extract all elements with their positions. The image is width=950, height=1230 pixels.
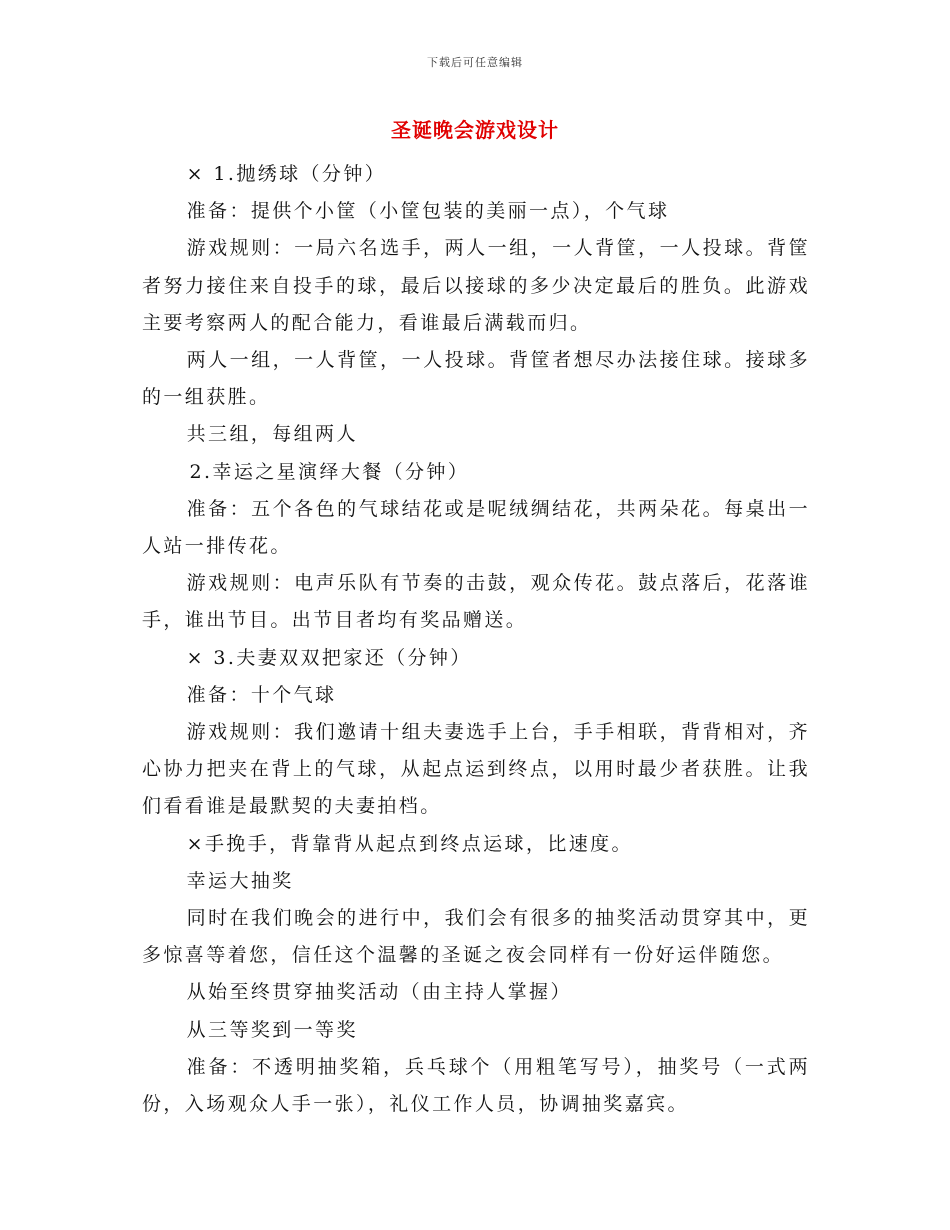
paragraph-lottery-prizes: 从三等奖到一等奖 (186, 1018, 358, 1041)
document-title: 圣诞晚会游戏设计 (391, 118, 559, 142)
paragraph-lottery-intro: 同时在我们晚会的进行中，我们会有很多的抽奖活动贯穿其中，更多惊喜等着您，信任这个温馨的圣诞之夜会同样有一份好运伴随您。 (142, 907, 810, 967)
document-body (142, 156, 810, 1123)
section-heading-3: × 3.夫妻双双把家还（分钟） (186, 646, 472, 669)
paragraph-groups-1: 共三组，每组两人 (186, 423, 358, 446)
paragraph-rules-3: 游戏规则：我们邀请十组夫妻选手上台，手手相联，背背相对，齐心协力把夹在背上的气球，从起点运到终点，以用时最少者获胜。让我们看看谁是最默契的夫妻拍档。 (142, 721, 810, 818)
paragraph-lottery-preparation: 准备：不透明抽奖箱，兵乓球个（用粗笔写号），抽奖号（一式两份，入场观众人手一张），礼仪工作人员，协调抽奖嘉宾。 (142, 1055, 810, 1116)
section-heading-2: 2.幸运之星演绎大餐（分钟） (189, 460, 470, 483)
paragraph-summary-3: ×手挽手，背靠背从起点到终点运球，比速度。 (186, 832, 633, 855)
section-heading-1: × 1.抛绣球（分钟） (186, 163, 387, 185)
section-heading-lottery: 幸运大抽奖 (186, 869, 294, 892)
paragraph-rules-2: 游戏规则：电声乐队有节奏的击鼓，观众传花。鼓点落后，花落谁手，谁出节目。出节目者均有奖品赠送。 (142, 572, 810, 632)
paragraph-summary-1: 两人一组，一人背筐，一人投球。背筐者想尽办法接住球。接球多的一组获胜。 (142, 349, 810, 409)
paragraph-preparation-3: 准备：十个气球 (186, 683, 337, 706)
paragraph-rules-1: 游戏规则：一局六名选手，两人一组，一人背筐，一人投球。背筐者努力接住来自投手的球，最后以接球的多少决定最后的胜负。此游戏主要考察两人的配合能力，看谁最后满载而归。 (142, 237, 810, 334)
paragraph-preparation-1: 准备：提供个小筐（小筐包装的美丽一点），个气球 (186, 200, 670, 223)
header-note: 下载后可任意编辑 (427, 56, 523, 69)
paragraph-lottery-host: 从始至终贯穿抽奖活动（由主持人掌握） (186, 981, 572, 1004)
paragraph-preparation-2: 准备：五个各色的气球结花或是呢绒绸结花，共两朵花。每桌出一人站一排传花。 (142, 497, 810, 558)
